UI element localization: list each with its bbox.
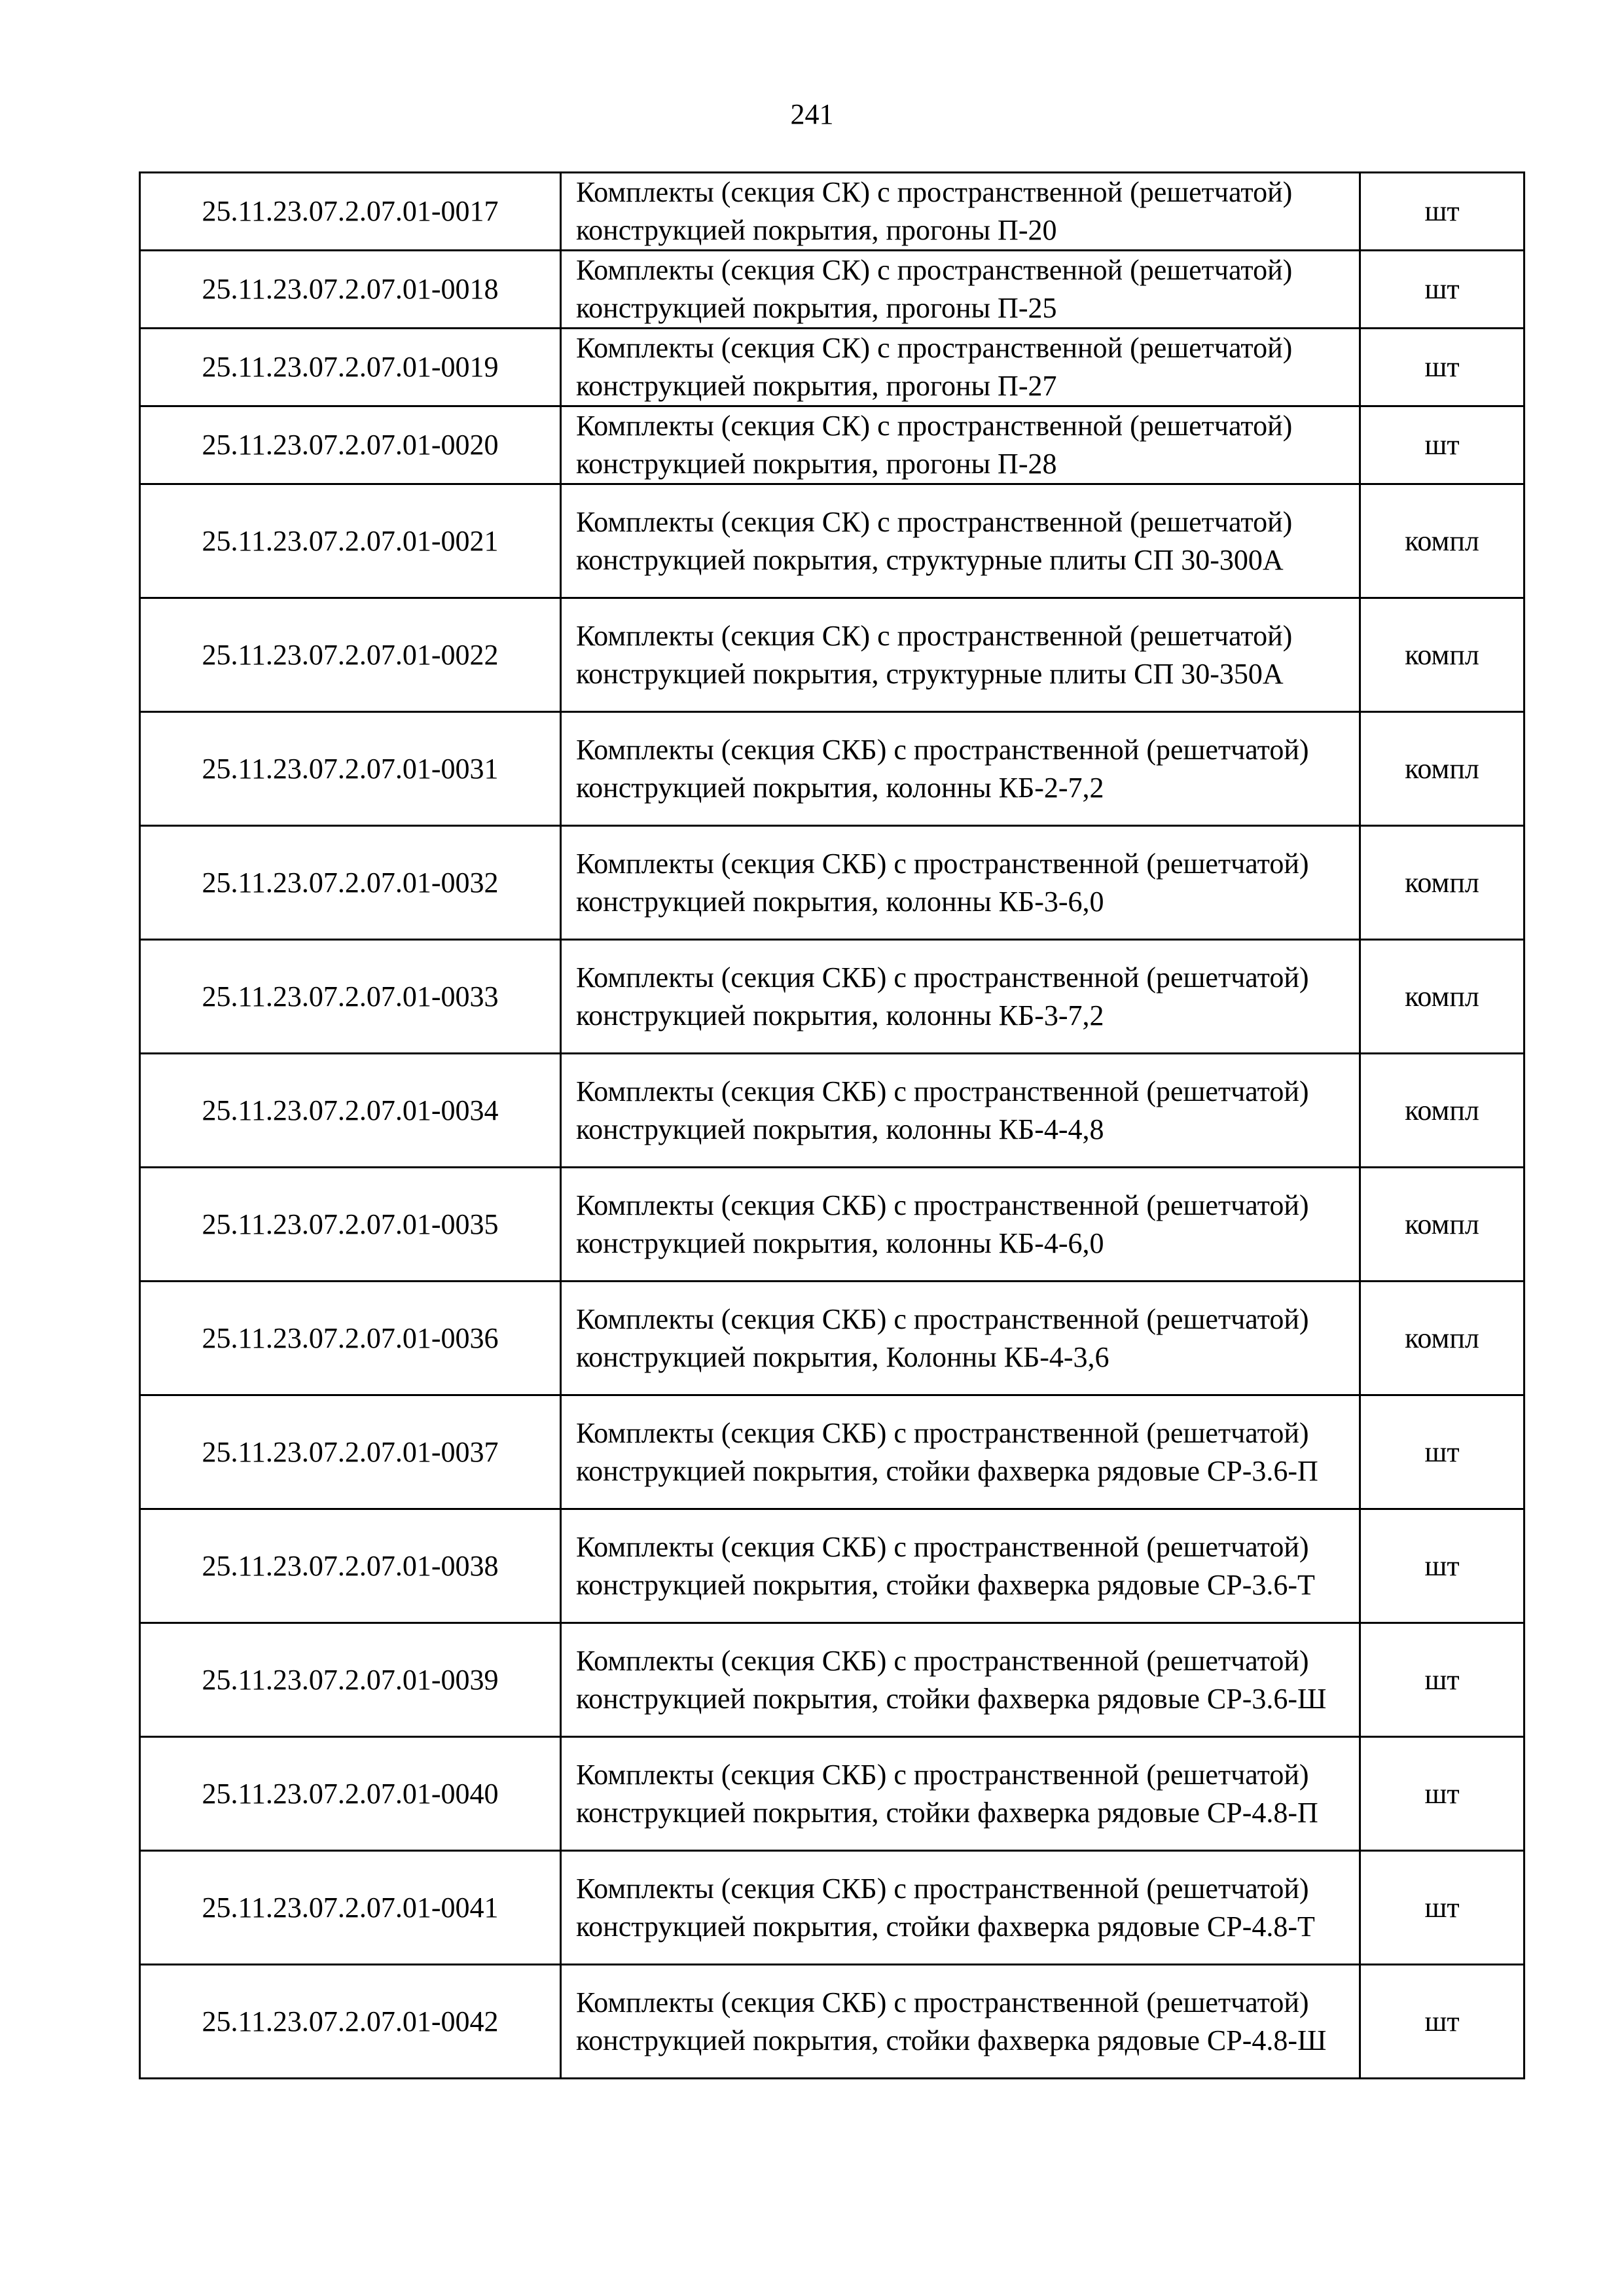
code-cell: 25.11.23.07.2.07.01-0032 [140, 826, 561, 940]
unit-cell: компл [1360, 598, 1525, 712]
unit-cell: компл [1360, 1282, 1525, 1395]
code-cell: 25.11.23.07.2.07.01-0039 [140, 1623, 561, 1737]
unit-cell: компл [1360, 940, 1525, 1054]
description-cell: Комплекты (секция СК) с пространственной (решетчатой) конструкцией покрытия, прогоны П-25 [561, 251, 1360, 329]
description-cell: Комплекты (секция СКБ) с пространственной (решетчатой) конструкцией покрытия, стойки фахверка рядовые СР-3.6-Ш [561, 1623, 1360, 1737]
description-cell: Комплекты (секция СКБ) с пространственной (решетчатой) конструкцией покрытия, стойки фахверка рядовые СР-4.8-Т [561, 1851, 1360, 1965]
code-cell: 25.11.23.07.2.07.01-0035 [140, 1168, 561, 1282]
unit-cell: шт [1360, 1851, 1525, 1965]
description-cell: Комплекты (секция СКБ) с пространственной (решетчатой) конструкцией покрытия, колонны КБ-4-4,8 [561, 1054, 1360, 1168]
description-cell: Комплекты (секция СК) с пространственной (решетчатой) конструкцией покрытия, структурные плиты СП 30-350А [561, 598, 1360, 712]
table-row [140, 173, 1525, 251]
unit-cell: шт [1360, 251, 1525, 329]
table-row [140, 598, 1525, 712]
unit-cell: компл [1360, 484, 1525, 598]
table-row [140, 251, 1525, 329]
code-cell: 25.11.23.07.2.07.01-0040 [140, 1737, 561, 1851]
table-row [140, 1965, 1525, 2079]
description-cell: Комплекты (секция СКБ) с пространственной (решетчатой) конструкцией покрытия, колонны КБ-3-7,2 [561, 940, 1360, 1054]
code-cell: 25.11.23.07.2.07.01-0036 [140, 1282, 561, 1395]
code-cell: 25.11.23.07.2.07.01-0037 [140, 1395, 561, 1509]
table-row [140, 712, 1525, 826]
code-cell: 25.11.23.07.2.07.01-0038 [140, 1509, 561, 1623]
table-row [140, 1282, 1525, 1395]
description-cell: Комплекты (секция СКБ) с пространственной (решетчатой) конструкцией покрытия, колонны КБ-4-6,0 [561, 1168, 1360, 1282]
table-row [140, 1737, 1525, 1851]
description-cell: Комплекты (секция СК) с пространственной (решетчатой) конструкцией покрытия, структурные плиты СП 30-300А [561, 484, 1360, 598]
code-cell: 25.11.23.07.2.07.01-0022 [140, 598, 561, 712]
unit-cell: шт [1360, 1737, 1525, 1851]
table-row [140, 1623, 1525, 1737]
code-cell: 25.11.23.07.2.07.01-0021 [140, 484, 561, 598]
unit-cell: шт [1360, 1623, 1525, 1737]
unit-cell: шт [1360, 173, 1525, 251]
table-row [140, 1168, 1525, 1282]
description-cell: Комплекты (секция СК) с пространственной (решетчатой) конструкцией покрытия, прогоны П-28 [561, 406, 1360, 484]
description-cell: Комплекты (секция СКБ) с пространственной (решетчатой) конструкцией покрытия, Колонны КБ-4-3,6 [561, 1282, 1360, 1395]
code-cell: 25.11.23.07.2.07.01-0041 [140, 1851, 561, 1965]
description-cell: Комплекты (секция СКБ) с пространственной (решетчатой) конструкцией покрытия, стойки фахверка рядовые СР-4.8-П [561, 1737, 1360, 1851]
table-row [140, 826, 1525, 940]
code-cell: 25.11.23.07.2.07.01-0034 [140, 1054, 561, 1168]
table-row [140, 1509, 1525, 1623]
description-cell: Комплекты (секция СКБ) с пространственной (решетчатой) конструкцией покрытия, стойки фахверка рядовые СР-3.6-П [561, 1395, 1360, 1509]
page-number: 241 [790, 98, 834, 130]
unit-cell: шт [1360, 329, 1525, 406]
description-cell: Комплекты (секция СКБ) с пространственной (решетчатой) конструкцией покрытия, стойки фахверка рядовые СР-3.6-Т [561, 1509, 1360, 1623]
code-cell: 25.11.23.07.2.07.01-0019 [140, 329, 561, 406]
unit-cell: шт [1360, 1965, 1525, 2079]
table-row [140, 329, 1525, 406]
code-cell: 25.11.23.07.2.07.01-0020 [140, 406, 561, 484]
description-cell: Комплекты (секция СК) с пространственной (решетчатой) конструкцией покрытия, прогоны П-20 [561, 173, 1360, 251]
unit-cell: компл [1360, 826, 1525, 940]
table-row [140, 484, 1525, 598]
description-cell: Комплекты (секция СКБ) с пространственной (решетчатой) конструкцией покрытия, стойки фахверка рядовые СР-4.8-Ш [561, 1965, 1360, 2079]
table-row [140, 940, 1525, 1054]
table-row [140, 1054, 1525, 1168]
table-row [140, 406, 1525, 484]
code-cell: 25.11.23.07.2.07.01-0033 [140, 940, 561, 1054]
code-cell: 25.11.23.07.2.07.01-0042 [140, 1965, 561, 2079]
description-cell: Комплекты (секция СКБ) с пространственной (решетчатой) конструкцией покрытия, колонны КБ-2-7,2 [561, 712, 1360, 826]
unit-cell: компл [1360, 712, 1525, 826]
code-cell: 25.11.23.07.2.07.01-0031 [140, 712, 561, 826]
resource-table [139, 171, 1525, 2079]
unit-cell: компл [1360, 1168, 1525, 1282]
description-cell: Комплекты (секция СКБ) с пространственной (решетчатой) конструкцией покрытия, колонны КБ-3-6,0 [561, 826, 1360, 940]
unit-cell: компл [1360, 1054, 1525, 1168]
code-cell: 25.11.23.07.2.07.01-0018 [140, 251, 561, 329]
table-row [140, 1851, 1525, 1965]
unit-cell: шт [1360, 1395, 1525, 1509]
unit-cell: шт [1360, 406, 1525, 484]
code-cell: 25.11.23.07.2.07.01-0017 [140, 173, 561, 251]
unit-cell: шт [1360, 1509, 1525, 1623]
description-cell: Комплекты (секция СК) с пространственной (решетчатой) конструкцией покрытия, прогоны П-27 [561, 329, 1360, 406]
table-row [140, 1395, 1525, 1509]
